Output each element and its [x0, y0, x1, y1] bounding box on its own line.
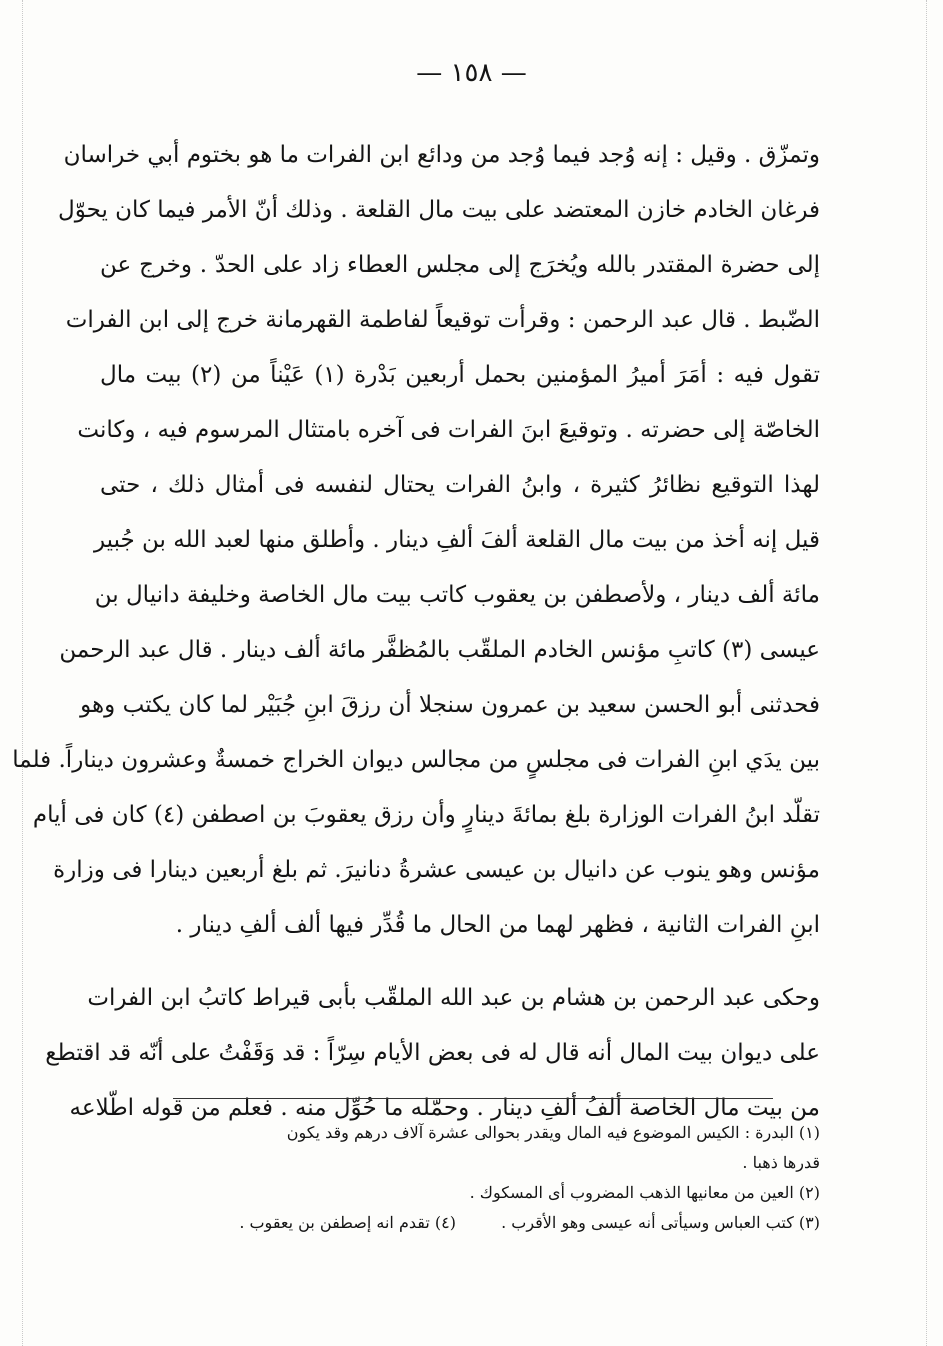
text-line: تقول فيه : أمَرَ أميرُ المؤمنين بحمل أربعين بَدْرة (١) عَيْناً من (٢) بيت مال	[100, 362, 821, 388]
text-line: ابنِ الفرات الثانية ، فظهر لهما من الحال ما قُدِّر فيها ألف ألفِ دينار .	[175, 912, 820, 938]
footnote-1: (١) البدرة : الكيس الموضوع فيه المال ويقدر بحوالى عشرة آلاف درهم وقد يكون	[286, 1123, 820, 1142]
text-line: بين يدَي ابنِ الفرات فى مجلسٍ من مجالس ديوان الخراج خمسةٌ وعشرون ديناراً. فلما	[12, 747, 820, 773]
text-line: قيل إنه أخذ من بيت مال القلعة ألفَ ألفِ دينار . وأطلق منها لعبد الله بن جُبير	[93, 527, 820, 553]
text-line: وتمزّق . وقيل : إنه وُجد فيما وُجد من ودائع ابن الفرات ما هو بختوم أبي خراسان	[63, 142, 820, 168]
text-line: فرغان الخادم خازن المعتضد على بيت مال القلعة . وذلك أنّ الأمر فيما كان يحوّل	[58, 197, 820, 223]
footnote-divider	[173, 1098, 773, 1099]
footnote-3-4-row	[100, 1208, 820, 1238]
left-edge-dots	[22, 0, 25, 1346]
text-line: تقلّد ابنُ الفرات الوزارة بلغ بمائةَ دينارٍ وأن رزق يعقوبَ بن اصطفن (٤) كان فى أيام	[32, 802, 820, 828]
text-line: الخاصّة إلى حضرته . وتوقيعَ ابنَ الفرات فى آخره بامتثال المرسوم فيه ، وكانت	[77, 417, 820, 443]
text-line: على ديوان بيت المال أنه قال له فى بعض الأيام سِرّاً : قد وَقَفْتُ على أنّه قد اقتطع	[45, 1040, 820, 1066]
footnote-2: (٢) العين من معانيها الذهب المضروب أى المسكوك .	[469, 1183, 820, 1202]
footnote-3: (٣) كتب العباس وسيأتى أنه عيسى وهو الأقرب .	[501, 1213, 820, 1232]
text-line: مائة ألف دينار ، ولأصطفن بن يعقوب كاتب بيت مال الخاصة وخليفة دانيال بن	[94, 582, 820, 608]
text-line: لهذا التوقيع نظائرُ كثيرة ، وابنُ الفرات يحتال لنفسه فى أمثال ذلك ، حتى	[100, 472, 820, 498]
text-line: مؤنس وهو ينوب عن دانيال بن عيسى عشرةُ دنانيرَ. ثم بلغ أربعين دينارا فى وزارة	[53, 857, 820, 883]
text-line: الضّبط . قال عبد الرحمن : وقرأت توقيعاً لفاطمة القهرمانة خرج إلى ابن الفرات	[65, 307, 820, 333]
footnote-1-continued: قدرها ذهبا .	[742, 1153, 820, 1172]
text-line: فحدثنى أبو الحسن سعيد بن عمرون سنجلا أن رزقَ ابنِ جُبَيْر لما كان يكتب وهو	[80, 692, 820, 718]
main-text	[12, 128, 821, 1136]
footnote-4: (٤) تقدم انه إصطفن بن يعقوب .	[239, 1213, 456, 1232]
text-line: إلى حضرة المقتدر بالله ويُخرَج إلى مجلس العطاء زاد على الحدّ . وخرج عن	[100, 252, 820, 278]
paragraph-1	[12, 128, 821, 953]
text-line: وحكى عبد الرحمن بن هشام بن عبد الله الملقّب بأبى قيراط كاتبُ ابن الفرات	[87, 985, 820, 1011]
page-number: — ١٥٨ —	[416, 58, 527, 88]
right-edge-dots	[926, 0, 929, 1346]
paragraph-gap	[100, 953, 820, 971]
text-line: عيسى (٣) كاتبِ مؤنس الخادم الملقّب بالمُظفَّر مائة ألف دينار . قال عبد الرحمن	[59, 637, 820, 663]
footnotes	[100, 1118, 820, 1238]
text-line: من بيت مال الخاصة ألفُ ألفِ دينار . وحمّله ما حُوِّل منه . فعلم من قوله اطّلاعه	[69, 1095, 820, 1121]
paragraph-2	[45, 971, 820, 1136]
